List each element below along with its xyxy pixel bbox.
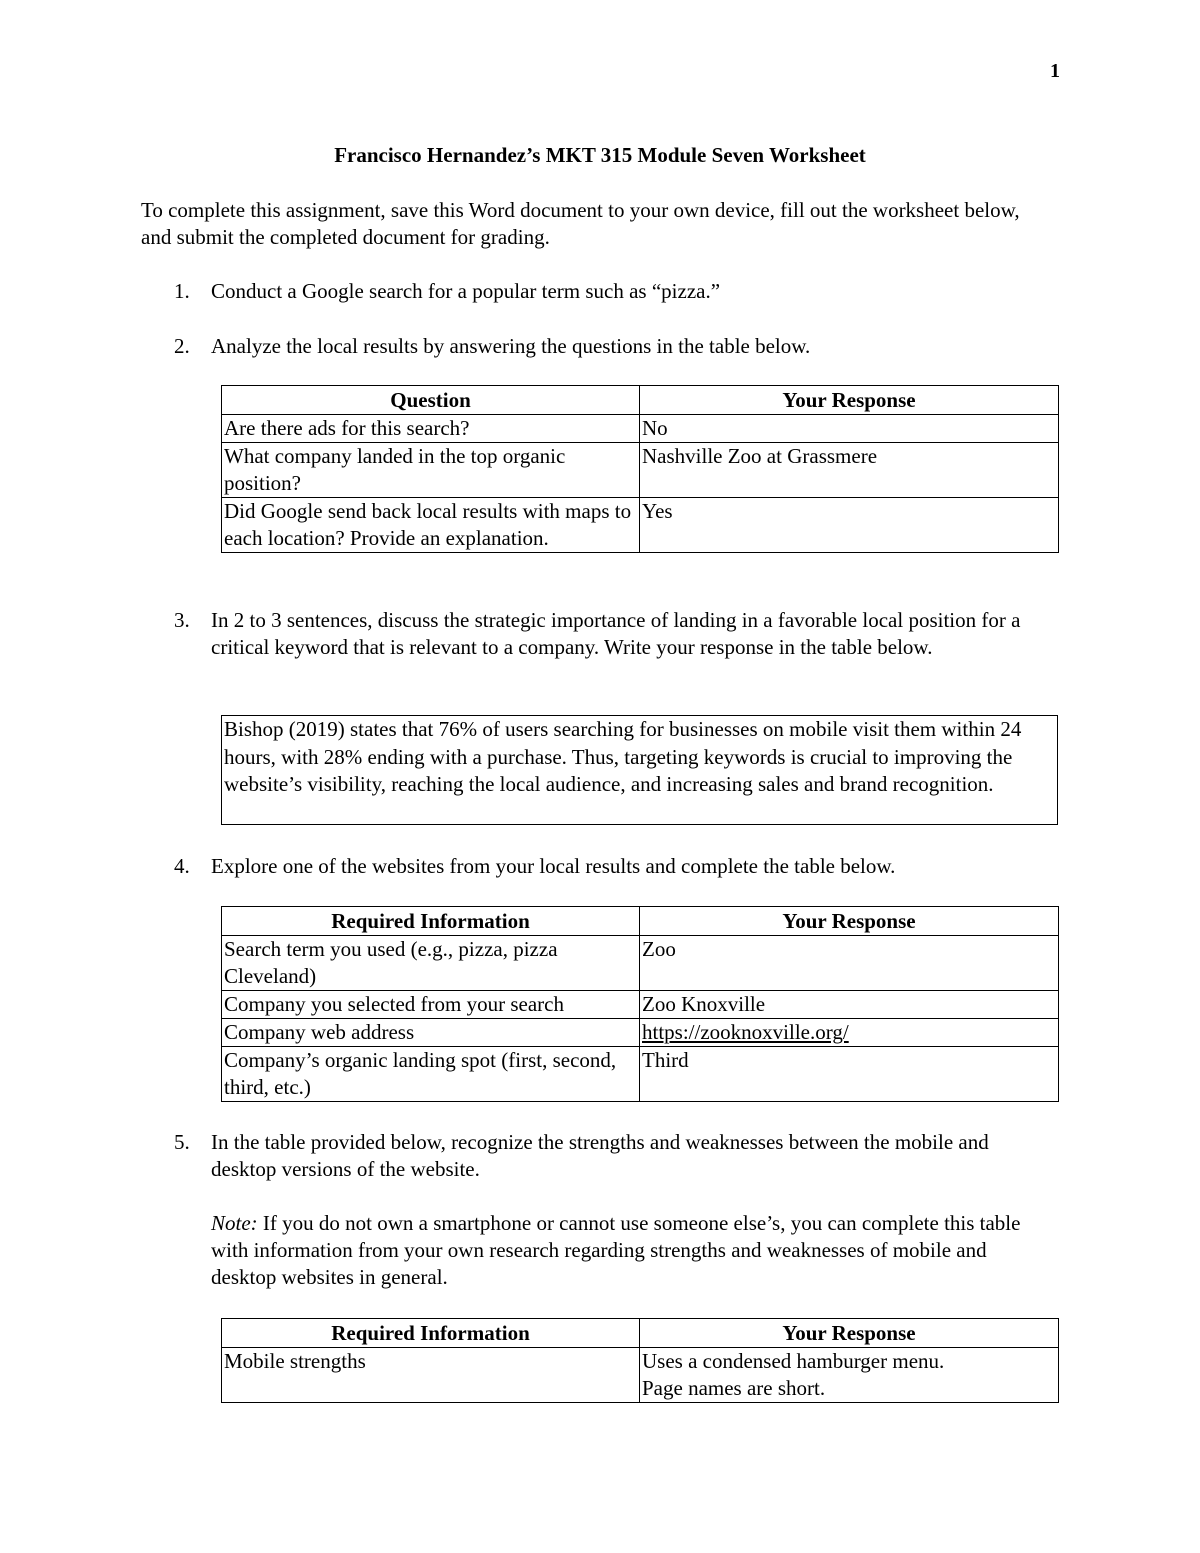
list-number: 4. xyxy=(174,854,190,878)
info-label-cell: Company’s organic landing spot (first, second, third, etc.) xyxy=(222,1047,640,1102)
table-row xyxy=(222,1348,1059,1403)
info-label-cell: Company you selected from your search xyxy=(222,991,640,1019)
list-item-text: Explore one of the websites from your local results and complete the table below. xyxy=(211,854,896,878)
response-cell[interactable]: No xyxy=(640,415,1059,443)
question-cell: Did Google send back local results with maps to each location? Provide an explanation. xyxy=(222,498,640,553)
info-label-cell: Company web address xyxy=(222,1019,640,1047)
company-web-link[interactable]: https://zooknoxville.org/ xyxy=(642,1020,849,1044)
column-header-response: Your Response xyxy=(640,1319,1059,1348)
list-item-text: In the table provided below, recognize the strengths and weaknesses between the mobile and desktop versions of the website. xyxy=(211,1130,989,1181)
list-number: 3. xyxy=(174,608,190,632)
table-row xyxy=(222,443,1059,498)
column-header-required-info: Required Information xyxy=(222,907,640,936)
list-item-2 xyxy=(174,333,1054,360)
intro-paragraph: To complete this assignment, save this Word document to your own device, fill out the worksheet below, and submit the completed document for grading. xyxy=(141,198,1020,249)
column-header-question: Question xyxy=(222,386,640,415)
table-header-row xyxy=(222,1319,1059,1348)
list-number: 2. xyxy=(174,334,190,358)
list-item-text: In 2 to 3 sentences, discuss the strategic importance of landing in a favorable local position for a critical keyword that is relevant to a company. Write your response in the table below. xyxy=(211,608,1021,659)
response-cell[interactable]: Zoo xyxy=(640,936,1059,991)
info-label-cell: Mobile strengths xyxy=(222,1348,640,1403)
questions-table xyxy=(221,385,1059,553)
list-item-1 xyxy=(174,278,1054,305)
table-row xyxy=(222,415,1059,443)
response-cell[interactable]: Nashville Zoo at Grassmere xyxy=(640,443,1059,498)
table-row xyxy=(222,1019,1059,1047)
list-item-text: Conduct a Google search for a popular term such as “pizza.” xyxy=(211,279,721,303)
column-header-response: Your Response xyxy=(640,907,1059,936)
response-cell xyxy=(640,1019,1059,1047)
table-row xyxy=(222,991,1059,1019)
note-label: Note: xyxy=(211,1211,258,1235)
response-cell[interactable] xyxy=(640,1348,1059,1403)
table-row xyxy=(222,498,1059,553)
response-cell[interactable]: Zoo Knoxville xyxy=(640,991,1059,1019)
list-item-5 xyxy=(174,1129,1054,1183)
list-number: 1. xyxy=(174,279,190,303)
note-text: If you do not own a smartphone or cannot use someone else’s, you can complete this table with information from your own research regarding strengths and weaknesses of mobile and desktop websites in general. xyxy=(211,1211,1021,1289)
table-row xyxy=(222,936,1059,991)
website-info-table xyxy=(221,906,1059,1102)
table-header-row xyxy=(222,386,1059,415)
list-item-text: Analyze the local results by answering the questions in the table below. xyxy=(211,334,811,358)
question-cell: Are there ads for this search? xyxy=(222,415,640,443)
column-header-response: Your Response xyxy=(640,386,1059,415)
response-line: Page names are short. xyxy=(642,1376,826,1400)
strategic-importance-response[interactable]: Bishop (2019) states that 76% of users searching for businesses on mobile visit them within 24 hours, with 28% ending with a purchase. Thus, targeting keywords is crucial to improving the website’s visibility, reaching the local audience, and increasing sales and brand recognition. xyxy=(221,715,1058,825)
list-item-3 xyxy=(174,607,1054,661)
table-row xyxy=(222,1047,1059,1102)
info-label-cell: Search term you used (e.g., pizza, pizza Cleveland) xyxy=(222,936,640,991)
question-cell: What company landed in the top organic position? xyxy=(222,443,640,498)
response-line: Uses a condensed hamburger menu. xyxy=(642,1349,945,1373)
table-header-row xyxy=(222,907,1059,936)
note-paragraph xyxy=(211,1210,1051,1291)
list-item-4 xyxy=(174,853,1054,880)
column-header-required-info: Required Information xyxy=(222,1319,640,1348)
document-title: Francisco Hernandez’s MKT 315 Module Seven Worksheet xyxy=(334,143,866,167)
response-cell[interactable]: Yes xyxy=(640,498,1059,553)
page-number: 1 xyxy=(1050,60,1060,82)
list-number: 5. xyxy=(174,1130,190,1154)
response-cell[interactable]: Third xyxy=(640,1047,1059,1102)
mobile-desktop-table xyxy=(221,1318,1059,1403)
